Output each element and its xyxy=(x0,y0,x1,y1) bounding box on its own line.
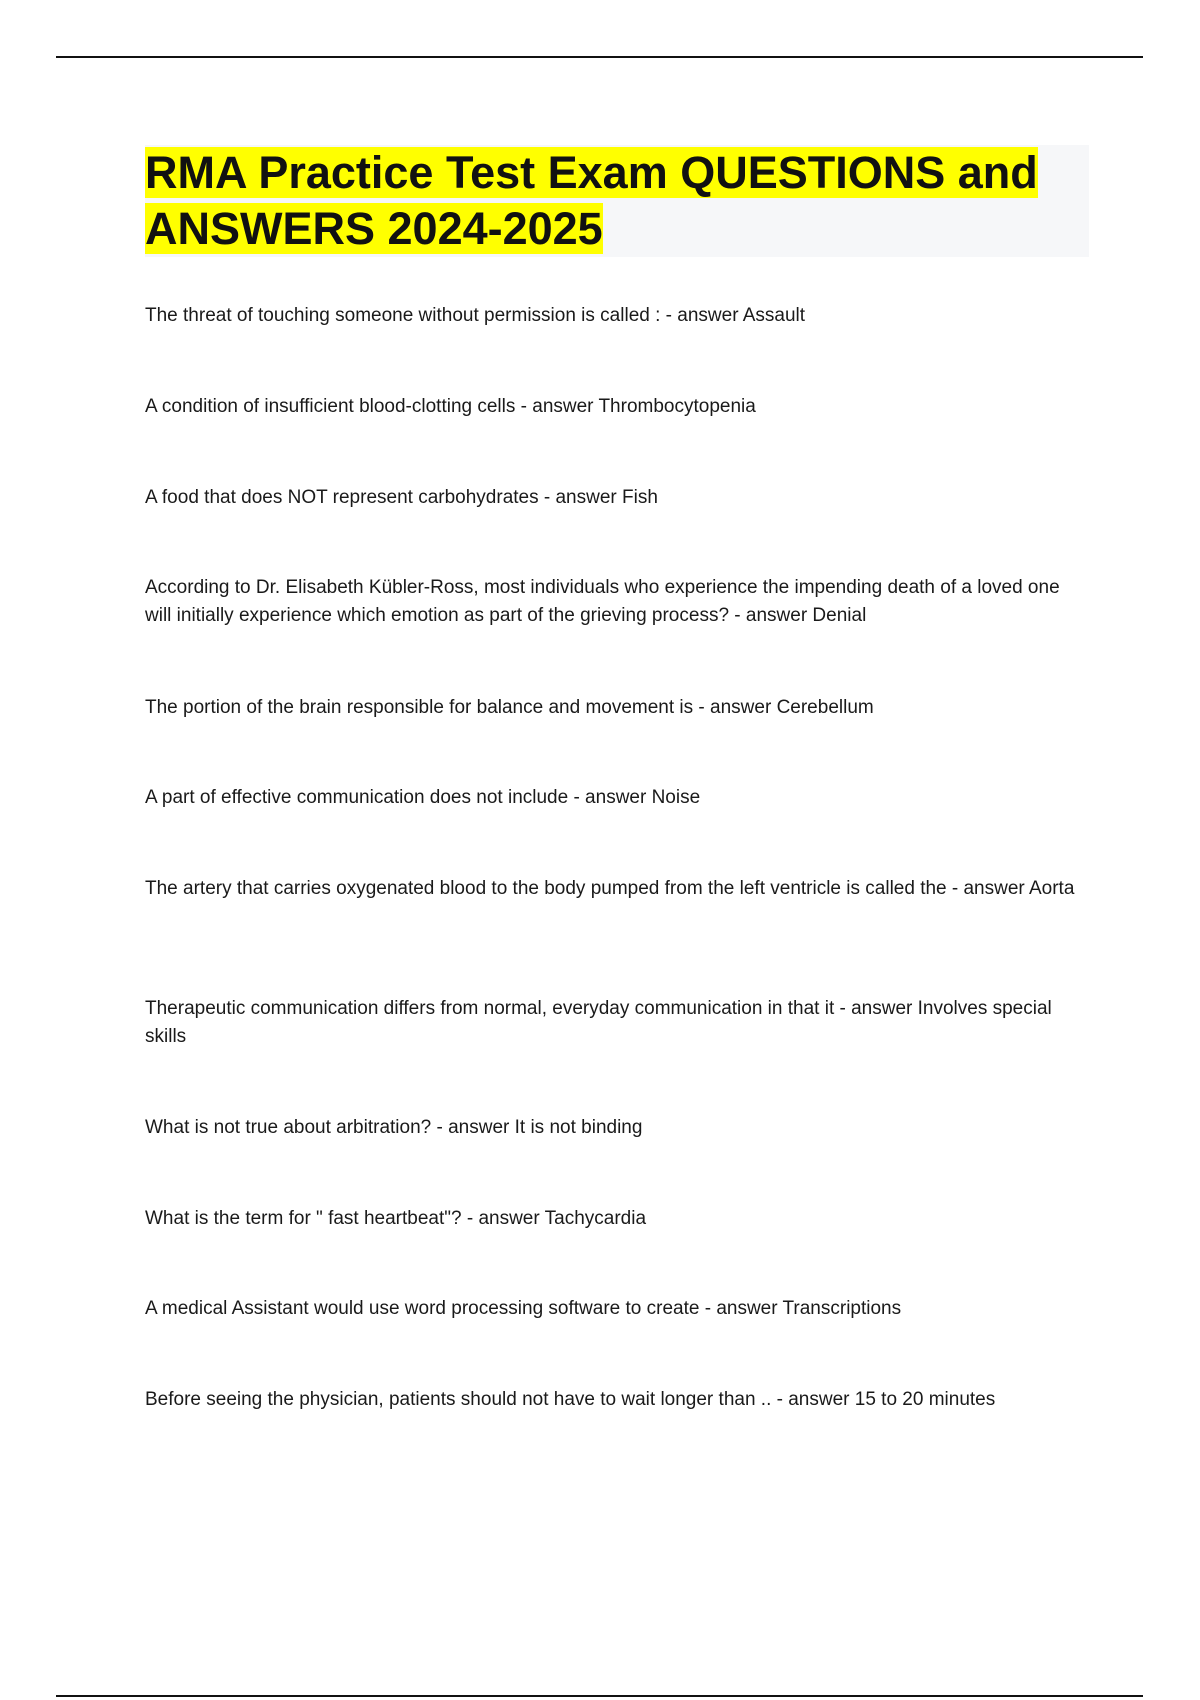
qa-item: Therapeutic communication differs from normal, everyday communication in that it - answer Involves special skills xyxy=(145,998,1052,1047)
qa-item: A part of effective communication does not include - answer Noise xyxy=(145,787,701,808)
title-block xyxy=(145,145,1089,257)
qa-item: The portion of the brain responsible for balance and movement is - answer Cerebellum xyxy=(145,697,874,718)
qa-item: What is not true about arbitration? - answer It is not binding xyxy=(145,1117,643,1138)
title-highlight: RMA Practice Test Exam QUESTIONS and ANSWERS 2024-2025 xyxy=(145,147,1038,254)
document-title xyxy=(145,145,1089,257)
qa-item: Before seeing the physician, patients should not have to wait longer than .. - answer 15 to 20 minutes xyxy=(145,1389,996,1410)
qa-item: The artery that carries oxygenated blood to the body pumped from the left ventricle is called the - answer Aorta xyxy=(145,878,1075,899)
qa-item: A medical Assistant would use word processing software to create - answer Transcriptions xyxy=(145,1298,902,1319)
qa-item: According to Dr. Elisabeth Kübler-Ross, most individuals who experience the impending death of a loved one will initially experience which emotion as part of the grieving process? - answer Denial xyxy=(145,577,1060,626)
qa-item: A food that does NOT represent carbohydrates - answer Fish xyxy=(145,487,658,508)
bottom-rule xyxy=(56,1695,1143,1697)
qa-item: What is the term for " fast heartbeat"? - answer Tachycardia xyxy=(145,1208,647,1229)
top-rule xyxy=(56,56,1143,58)
qa-item: The threat of touching someone without permission is called : - answer Assault xyxy=(145,305,806,326)
qa-item: A condition of insufficient blood-clotting cells - answer Thrombocytopenia xyxy=(145,396,756,417)
